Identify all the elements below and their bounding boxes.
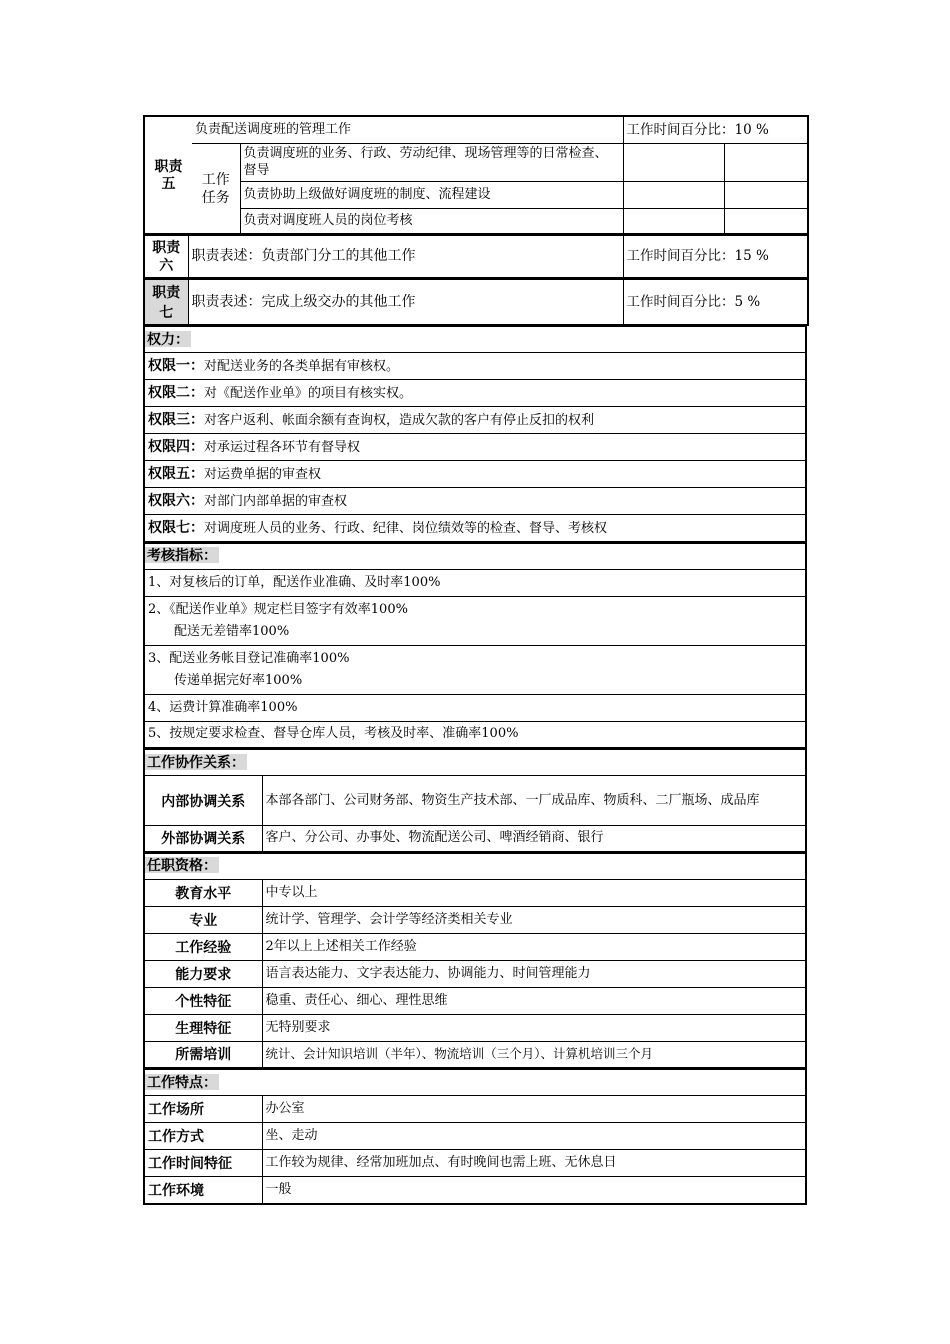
duty-5-task-2: 负责协助上级做好调度班的制度、流程建设: [240, 181, 623, 208]
duty-6-label-top: 职责: [152, 239, 181, 256]
external-coordination-label: 外部协调关系: [144, 826, 262, 852]
empty-cell: [623, 181, 724, 208]
feature-value: 办公室: [262, 1096, 806, 1123]
kpi-item: [144, 721, 806, 748]
authority-item: [144, 380, 806, 407]
feature-value: 坐、走动: [262, 1123, 806, 1150]
cooperation-header: 工作协作关系：: [147, 753, 245, 770]
authority-label: 权限二：: [148, 384, 204, 400]
authority-text: 对《配送作业单》的项目有核实权。: [204, 386, 413, 401]
kpi-header: 考核指标：: [147, 547, 217, 563]
kpi-line-sub: 传递单据完好率100%: [174, 672, 303, 688]
empty-cell: [623, 208, 724, 234]
feature-label: 工作环境: [144, 1177, 262, 1204]
task-label-top: 工作: [201, 171, 230, 188]
kpi-item: [144, 569, 806, 596]
duty-6-description: 职责表述：负责部门分工的其他工作: [188, 236, 623, 278]
authority-text: 对配送业务的各类单据有审核权。: [204, 359, 400, 374]
authority-label: 权限四：: [148, 438, 204, 454]
kpi-line: 4、运费计算准确率100%: [148, 699, 298, 715]
empty-cell: [724, 208, 808, 234]
duty-6-section: [143, 235, 809, 279]
empty-cell: [724, 181, 808, 208]
authority-label: 权限七：: [148, 518, 204, 535]
authority-item: [144, 407, 806, 434]
duty-7-label-top: 职责: [152, 283, 181, 300]
duty-7-section: [143, 279, 809, 327]
qualification-value: 稳重、责任心、细心、理性思维: [262, 987, 806, 1014]
kpi-item: [144, 694, 806, 721]
duty-5-title: 负责配送调度班的管理工作: [192, 116, 623, 143]
duty-5-label-bottom: 五: [161, 175, 176, 191]
authority-item: [144, 461, 806, 488]
empty-cell: [623, 143, 724, 181]
cooperation-section: [143, 749, 807, 853]
duty-5-label-top: 职责: [154, 158, 183, 174]
duty-7-description: 职责表述：完成上级交办的其他工作: [188, 279, 623, 325]
duty-5-task-label: [192, 143, 240, 234]
work-features-section: [143, 1069, 807, 1205]
qualification-value: 无特别要求: [262, 1014, 806, 1041]
external-coordination-value: 客户、分公司、办事处、物流配送公司、啤酒经销商、银行: [262, 826, 806, 852]
kpi-item: [144, 645, 806, 694]
qualification-value: 中专以上: [262, 879, 806, 906]
feature-label: 工作方式: [144, 1123, 262, 1150]
feature-label: 工作时间特征: [144, 1150, 262, 1177]
empty-cell: [724, 143, 808, 181]
kpi-line: 3、配送业务帐目登记准确率100%: [148, 650, 350, 666]
qualification-value: 2年以上上述相关工作经验: [262, 933, 806, 960]
authority-label: 权限五：: [148, 465, 204, 481]
authority-text: 对调度班人员的业务、行政、纪律、岗位绩效等的检查、督导、考核权: [204, 520, 608, 536]
authority-text: 对客户返利、帐面余额有查询权，造成欠款的客户有停止反扣的权利: [204, 413, 595, 428]
duty-5-task-3: 负责对调度班人员的岗位考核: [240, 208, 623, 234]
authority-header: 权力：: [147, 330, 189, 347]
qualification-label: 能力要求: [144, 960, 262, 987]
authority-label: 权限一：: [148, 357, 204, 373]
duty-6-label: [144, 236, 188, 278]
duty-7-label-bottom: 七: [159, 303, 174, 320]
authority-text: 对运费单据的审查权: [204, 467, 322, 482]
kpi-section: [143, 543, 807, 750]
qualification-label: 个性特征: [144, 987, 262, 1014]
authority-item: [144, 515, 806, 542]
qualification-label: 所需培训: [144, 1041, 262, 1068]
feature-label: 工作场所: [144, 1096, 262, 1123]
feature-value: 一般: [262, 1177, 806, 1204]
qualification-value: 统计、会计知识培训（半年）、物流培训（三个月）、计算机培训三个月: [262, 1041, 806, 1068]
qualification-section: [143, 853, 807, 1070]
duty-6-time-percent: 工作时间百分比：15 %: [623, 236, 808, 278]
job-description-document: [143, 115, 807, 1205]
duty-5-task-1: 负责调度班的业务、行政、劳动纪律、现场管理等的日常检查、督导: [240, 143, 623, 181]
kpi-line-sub: 配送无差错率100%: [174, 623, 290, 639]
internal-coordination-label: 内部协调关系: [144, 776, 262, 826]
authority-label: 权限三：: [148, 411, 204, 427]
qualification-label: 教育水平: [144, 879, 262, 906]
qualification-header: 任职资格：: [147, 857, 217, 873]
authority-text: 对部门内部单据的审查权: [204, 494, 348, 509]
internal-coordination-value: 本部各部门、公司财务部、物资生产技术部、一厂成品库、物质科、二厂瓶场、成品库: [262, 776, 806, 826]
duty-5-section: [143, 115, 809, 235]
duty-7-time-percent: 工作时间百分比：5 %: [623, 279, 808, 325]
authority-text: 对承运过程各环节有督导权: [204, 440, 361, 455]
kpi-line: 5、按规定要求检查、督导仓库人员，考核及时率、准确率100%: [148, 726, 519, 742]
authority-label: 权限六：: [148, 492, 204, 508]
kpi-line: 1、对复核后的订单，配送作业准确、及时率100%: [148, 574, 441, 590]
kpi-item: [144, 596, 806, 645]
qualification-label: 生理特征: [144, 1014, 262, 1041]
authority-item: [144, 353, 806, 380]
duty-5-time-percent: 工作时间百分比：10 %: [623, 116, 808, 143]
duty-5-label: [144, 116, 192, 234]
qualification-value: 统计学、管理学、会计学等经济类相关专业: [262, 906, 806, 933]
duty-6-label-bottom: 六: [159, 257, 174, 274]
qualification-label: 专业: [144, 906, 262, 933]
qualification-value: 语言表达能力、文字表达能力、协调能力、时间管理能力: [262, 960, 806, 987]
authority-item: [144, 488, 806, 515]
feature-value: 工作较为规律、经常加班加点、有时晚间也需上班、无休息日: [262, 1150, 806, 1177]
kpi-line: 2、《配送作业单》规定栏目签字有效率100%: [148, 601, 408, 617]
authority-item: [144, 434, 806, 461]
duty-7-label: [144, 279, 188, 325]
work-features-header: 工作特点：: [147, 1073, 217, 1090]
authority-section: [143, 326, 807, 543]
qualification-label: 工作经验: [144, 933, 262, 960]
task-label-bottom: 任务: [201, 189, 230, 206]
